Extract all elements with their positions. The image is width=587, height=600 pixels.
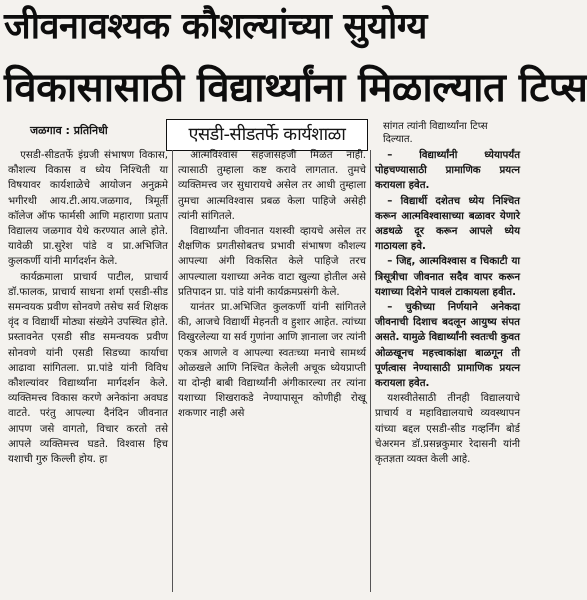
tip-item: – जिद्द, आत्मविश्वास व चिकाटी या त्रिसूत्रीचा जीवनात सदैव वापर करून यशाच्या दिशेने पावलं टाकायला हवीत. <box>375 256 520 298</box>
headline-line2: विकासासाठी विद्यार्थ्यांना मिळाल्यात टिप्स <box>4 65 587 111</box>
column-divider <box>172 150 173 592</box>
article-column-2 <box>178 148 366 596</box>
paragraph: यानंतर प्रा.अभिजित कुलकर्णी यांनी सांगितले की, आजचे विद्यार्थी मेहनती व हुशार आहेत. त्यांच्या विखुरलेल्या या सर्व गुणांना आणि ज्ञानाला जर त्यांनी एकत्र आणले व आपल्या स्वतःच्या मनाचे सामर्थ्य ओळखले आणि निश्चित केलेली अचूक ध्येयप्राप्ती या दोन्ही बाबी विद्यार्थ्यांनी अंगीकारल्या तर त्यांना यशाच्या शिखराकडे नेण्यापासून कोणीही रोखू शकणार नाही असे <box>178 302 366 420</box>
paragraph: एसडी-सीडतर्फे इंग्रजी संभाषण विकास, कौशल्य विकास व ध्येय निश्चिती या विषयावर कार्यशाळेचे आयोजन अनुक्रमे भगीरथी आय.टी.आय.जळगाव, त्रिमूर्ती कॉलेज ऑफ फार्मसी आणि महाराणा प्रताप विद्यालय जळगाव येथे करण्यात आले होते. यावेळी प्रा.सुरेश पांडे व प्रा.अभिजित कुलकर्णी यांनी मार्गदर्शन केले. <box>8 150 168 268</box>
paragraph: कार्यक्रमाला प्राचार्य पाटील, प्राचार्य डॉ.फालक, प्राचार्य साधना शर्मा एसडी-सीड समन्वयक प्रवीण सोनवणे तसेच सर्व शिक्षक वृंद व विद्यार्थी मोठ्या संख्येने उपस्थित होते. प्रस्तावनेत एसडी सीड समन्वयक प्रवीण सोनवणे यांनी एसडी सिडच्या कार्याचा आढावा सांगितला. प्रा.पांडे यांनी विविध कौशल्यांवर विद्यार्थ्यांना मार्गदर्शन केले. व्यक्तिमत्त्व विकास करणे अनेकांना अवघड वाटते. परंतु आपल्या दैनंदिन जीवनात आपण जसे वागतो, विचार करतो तसे आपले व्यक्तिमत्त्व घडते. विश्वास हिच यशाची गुरु किल्ली होय. हा <box>8 271 168 466</box>
dateline: जळगाव : प्रतिनिधी <box>30 124 108 137</box>
headline-line1: जीवनावश्यक कौशल्यांच्या सुयोग्य <box>4 6 427 47</box>
paragraph: आत्मविश्वास सहजासहजी मिळत नाही. त्यासाठी तुम्हाला कष्ट करावे लागतात. तुमचे व्यक्तिमत्त्व जर सुधारायचे असेल तर आधी तुम्हाला तुमचा आत्मविश्वास प्रबळ केला पाहिजे असेही त्यांनी सांगितले. <box>178 150 366 222</box>
subheadline-box: एसडी-सीडतर्फे कार्यशाळा <box>166 119 368 151</box>
paragraph: विद्यार्थ्यांना जीवनात यशस्वी व्हायचे असेल तर शैक्षणिक प्रगतीसोबतच प्रभावी संभाषण कौशल्य आपल्या अंगी विकसित केले पाहिजे तरच आपल्याला यशाच्या अनेक वाटा खुल्या होतील असे प्रतिपादन प्रा. पांडे यांनी कार्यक्रमप्रसंगी केले. <box>178 226 366 298</box>
paragraph: यशस्वीतेसाठी तीनही विद्यालयाचे प्राचार्य व महाविद्यालयाचे व्यवस्थापन यांच्या बद्दल एसडी-सीड गव्हर्निंग बोर्ड चेअरमन डॉ.प्रसन्नकुमार रेदासनी यांनी कृतज्ञता व्यक्त केली आहे. <box>375 393 520 466</box>
tip-item: – चुकीच्या निर्णयाने अनेकदा जीवनाची दिशाच बदलून आयुष्य संपत असते. यामुळे विद्यार्थ्यांनी स्वतःची कुवत ओळखूनच महत्त्वाकांक्षा बाळगून ती पूर्णत्वास नेण्यासाठी प्रामाणिक प्रयत्न करायला हवेत. <box>375 302 520 390</box>
tip-item: – विद्यार्थी दशेतच ध्येय निश्चित करून आत्मविश्वासाच्या बळावर येणारे अडथळे दूर करून आपले ध्येय गाठायला हवे. <box>375 195 520 253</box>
column-divider <box>370 150 371 592</box>
subheadline-caption: सांगत त्यांनी विद्यार्थ्यांना टिप्स दिल्यात. <box>383 121 488 145</box>
article-column-3 <box>375 148 520 590</box>
article-column-1 <box>8 148 168 596</box>
tip-item: – विद्यार्थ्यांनी ध्येयापर्यंत पोहचण्यासाठी प्रामाणिक प्रयत्न करायला हवेत. <box>375 150 520 192</box>
